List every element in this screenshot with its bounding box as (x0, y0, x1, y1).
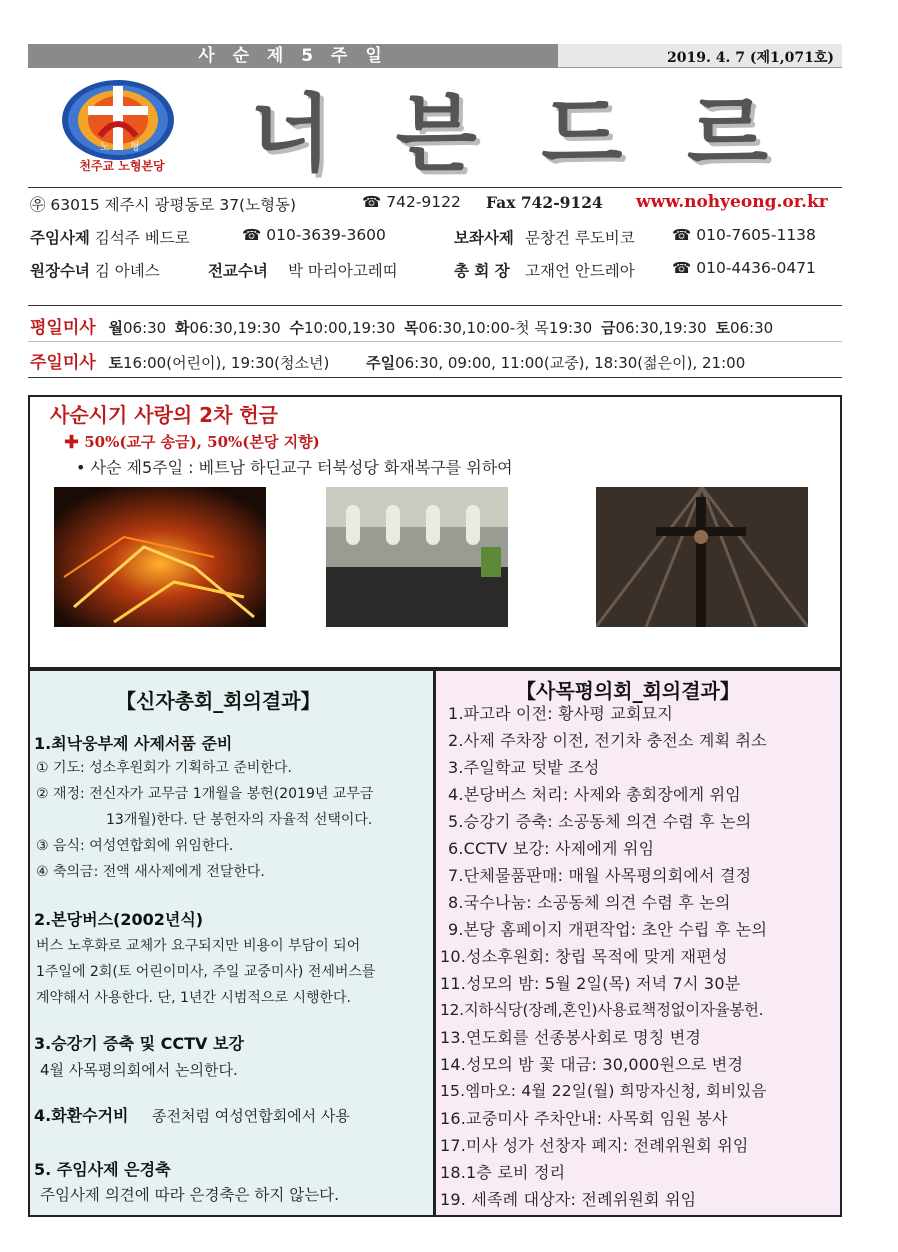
list-item: 19. 세족례 대상자: 전례위원회 위임 (440, 1190, 697, 1209)
pastoral-council-results (434, 669, 842, 1217)
burnt-interior-photo (326, 487, 508, 627)
mass-day: 토 (715, 319, 730, 337)
section-heading: 4.화환수거비 (34, 1106, 129, 1125)
pastor-name: 김석주 베드로 (94, 229, 190, 247)
logo-text-1: 노 (100, 142, 110, 153)
website-link[interactable]: www.nohyeong.or.kr (636, 192, 828, 212)
weekday-mass-row (30, 313, 773, 338)
section-heading: 1.최낙웅부제 사제서품 준비 (34, 734, 233, 753)
mass-time: 16:00(어린이), 19:30(청소년) (122, 354, 330, 372)
offering-section (28, 395, 842, 669)
sister2-name: 박 마리아고레띠 (288, 262, 398, 280)
text-line: ④ 축의금: 전액 새사제에게 전달한다. (36, 864, 265, 880)
text-line: 13개월)한다. 단 봉헌자의 자율적 선택이다. (106, 812, 373, 828)
text-line: 계약해서 사용한다. 단, 1년간 시범적으로 시행한다. (36, 990, 351, 1006)
text-line: ③ 음식: 여성연합회에 위임한다. (36, 838, 234, 854)
divider (28, 377, 842, 378)
right-column-title: 【사목평의회_회의결과】 (516, 679, 740, 703)
left-column-title: 【신자총회_회의결과】 (116, 689, 321, 713)
logo-caption: 천주교 노형본당 (79, 159, 165, 173)
week-title: 사 순 제 5 주 일 (28, 44, 558, 68)
offering-title: 사순시기 사랑의 2차 헌금 (50, 403, 279, 427)
sunday-mass-row (30, 348, 745, 373)
president-label: 총 회 장 (454, 262, 510, 280)
list-item: 12.지하식당(장례,혼인)사용료책정없이자율봉헌. (440, 1001, 764, 1019)
list-item: 6.CCTV 보강: 사제에게 위임 (448, 839, 655, 858)
weekday-mass-label: 평일미사 (30, 318, 96, 338)
mass-day: 화 (175, 319, 190, 337)
newsletter-title (250, 82, 770, 183)
divider (28, 187, 842, 188)
list-item: 17.미사 성가 선창자 폐지: 전례위원회 위임 (440, 1136, 749, 1155)
address: ㉾ 63015 제주시 광평동로 37(노형동) (30, 196, 297, 214)
staff-row (30, 259, 840, 281)
list-item: 2.사제 주차장 이전, 전기차 충전소 계획 취소 (448, 731, 767, 750)
issue-date: 2019. 4. 7 (제1,071호) (667, 50, 834, 66)
offering-detail: • 사순 제5주일 : 베트남 하딘교구 터북성당 화재복구를 위하여 (76, 458, 513, 477)
clergy-row (30, 226, 840, 248)
mass-time: 06:30 (729, 319, 774, 337)
mass-day: 주일 (366, 354, 396, 372)
section-heading: 3.승강기 증축 및 CCTV 보강 (34, 1034, 244, 1053)
mass-time: 10:00,19:30 (304, 319, 396, 337)
list-item: 1.파고라 이전: 황사평 교회묘지 (448, 704, 673, 723)
list-item: 18.1층 로비 정리 (440, 1163, 566, 1182)
mass-time: 06:30,19:30 (189, 319, 281, 337)
sister1-name: 김 아녜스 (94, 262, 160, 280)
top-banner (28, 44, 842, 68)
mass-day: 금 (600, 319, 616, 337)
title-char: 븐 (395, 84, 479, 183)
sister2-label: 전교수녀 (208, 262, 268, 280)
mass-time: 06:30, 09:00, 11:00(교중), 18:30(젊은이), 21:00 (395, 354, 746, 372)
text-line: 버스 노후화로 교체가 요구되지만 비용이 부담이 되어 (36, 938, 361, 954)
text-line: 4월 사목평의회에서 논의한다. (40, 1061, 238, 1079)
text-line: ① 기도: 성소후원회가 기획하고 준비한다. (36, 760, 292, 776)
general-assembly-results (28, 669, 434, 1217)
section-heading: 2.본당버스(2002년식) (34, 910, 204, 929)
list-item: 11.성모의 밤: 5월 2일(목) 저녁 7시 30분 (440, 974, 741, 993)
list-item: 10.성소후원회: 창립 목적에 맞게 재편성 (440, 947, 728, 966)
assistant-phone: ☎ 010-7605-1138 (672, 226, 816, 244)
divider (28, 341, 842, 342)
list-item: 16.교중미사 주차안내: 사목회 임원 봉사 (440, 1109, 728, 1128)
list-item: 4.본당버스 처리: 사제와 총회장에게 위임 (448, 785, 741, 804)
logo-text-2: 형 (130, 142, 140, 153)
title-char: 너 (250, 84, 334, 183)
mass-time: 06:30,19:30 (615, 319, 707, 337)
assistant-label: 보좌사제 (454, 229, 514, 247)
list-item: 8.국수나눔: 소공동체 의견 수렴 후 논의 (448, 893, 731, 912)
section-heading: 5. 주임사제 은경축 (34, 1160, 171, 1179)
title-char: 르 (686, 84, 770, 183)
crucifix-photo (596, 487, 808, 627)
church-fire-photo (54, 487, 266, 627)
mass-day: 목 (404, 319, 419, 337)
offering-split: ✚ 50%(교구 송금), 50%(본당 지향) (64, 433, 320, 451)
text-line: 주임사제 의견에 따라 은경축은 하지 않는다. (40, 1186, 340, 1204)
list-item: 9.본당 홈페이지 개편작업: 초안 수립 후 논의 (448, 920, 768, 939)
address-row (30, 193, 840, 215)
president-phone: ☎ 010-4436-0471 (672, 259, 816, 277)
pastor-label: 주임사제 (30, 229, 90, 247)
text-line: 1주일에 2회(토 어린이미사, 주일 교중미사) 전세버스를 (36, 964, 376, 980)
list-item: 5.승강기 증축: 소공동체 의견 수렴 후 논의 (448, 812, 752, 831)
sister1-label: 원장수녀 (30, 262, 90, 280)
fax: Fax 742-9124 (486, 193, 603, 212)
president-name: 고재언 안드레아 (525, 262, 635, 280)
divider (28, 305, 842, 306)
assistant-name: 문창건 루도비코 (525, 229, 635, 247)
mass-time: 06:30 (122, 319, 167, 337)
text-line: 종전처럼 여성연합회에서 사용 (152, 1107, 350, 1125)
pastor-phone: ☎ 010-3639-3600 (242, 226, 386, 244)
list-item: 13.연도회를 선종봉사회로 명칭 변경 (440, 1028, 702, 1047)
list-item: 15.엠마오: 4월 22일(월) 희망자신청, 회비있음 (440, 1082, 767, 1100)
text-line: ② 재정: 전신자가 교무금 1개월을 봉헌(2019년 교무금 (36, 786, 374, 802)
mass-day: 월 (108, 319, 123, 337)
mass-day: 토 (108, 354, 123, 372)
list-item: 7.단체물품판매: 매월 사목평의회에서 결정 (448, 866, 752, 885)
list-item: 3.주일학교 텃밭 조성 (448, 758, 600, 777)
title-char: 드 (541, 84, 625, 183)
list-item: 14.성모의 밤 꽃 대금: 30,000원으로 변경 (440, 1055, 744, 1074)
mass-time: 06:30,10:00-첫 목19:30 (418, 319, 593, 337)
sunday-mass-label: 주일미사 (30, 353, 96, 373)
phone: ☎ 742-9122 (362, 193, 461, 211)
mass-day: 수 (289, 319, 305, 337)
